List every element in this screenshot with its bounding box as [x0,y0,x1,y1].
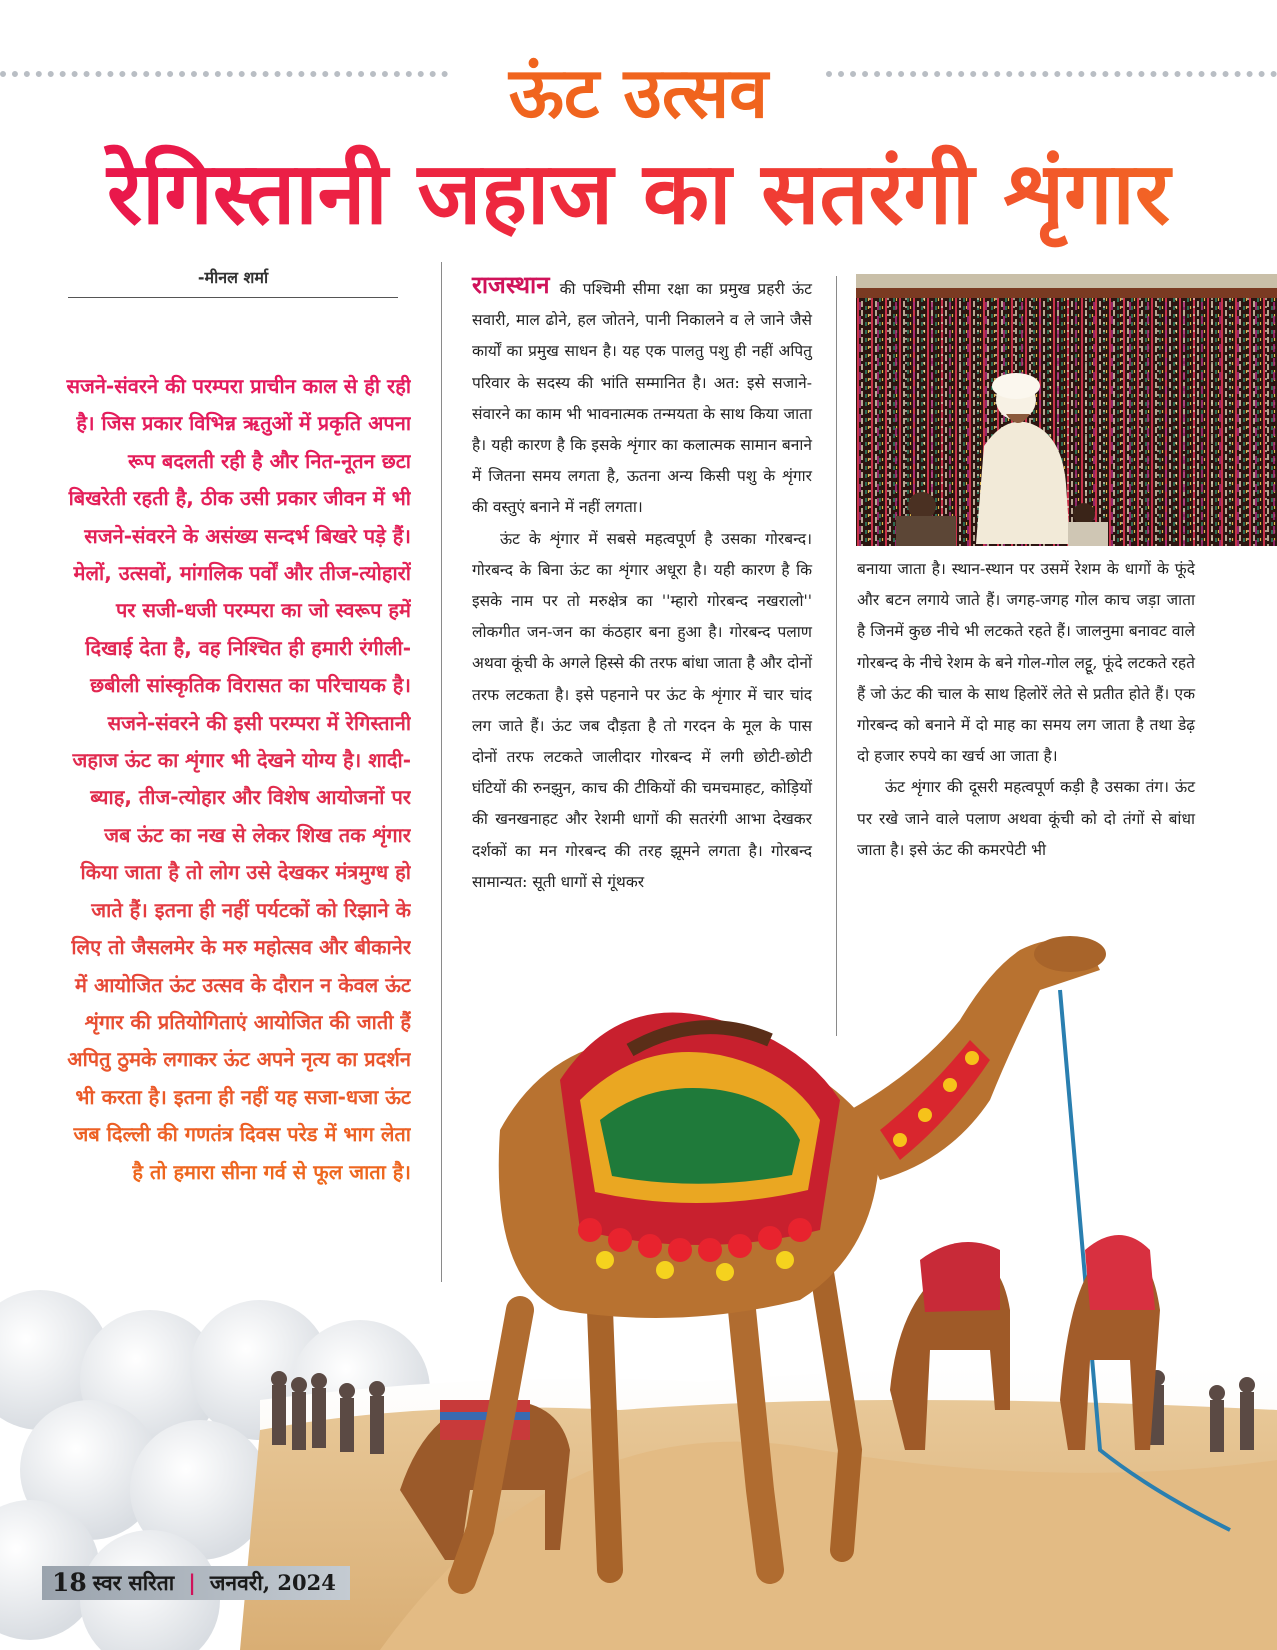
article-paragraph: बनाया जाता है। स्थान-स्थान पर उसमें रेशम के धागों के फूंदे और बटन लगाये जाते हैं। जगह-जगह गोल काच जड़ा जाता है जिनमें कुछ नीचे भी लटकते रहते हैं। जालनुमा बनावट वाले गोरबन्द के नीचे रेशम के बने गोल-गोल लट्टू, फूंदे लटकते रहते हैं जो ऊंट की चाल के साथ हिलोरें लेते से प्रतीत होते हैं। एक गोरबन्द को बनाने में दो माह का समय लग जाता है तथा डेढ़ दो हजार रुपये का खर्च आ जाता है। [857,560,1195,766]
column-divider-right [836,276,837,1036]
page-number: 18 [52,1568,87,1597]
byline-rule [68,297,398,298]
lead-word: राजस्थान [472,271,550,299]
article-column-middle [472,271,812,898]
byline: -मीनल शर्मा [197,268,269,287]
ornament-stall-illustration [856,274,1277,546]
headline: रेगिस्तानी जहाज का सतरंगी शृंगार [0,138,1277,250]
folio-bar [42,1566,350,1600]
magazine-name: स्वर सरिता [92,1570,175,1595]
article-paragraph: ऊंट के शृंगार में सबसे महत्वपूर्ण है उसका गोरबन्द। गोरबन्द के बिना ऊंट का शृंगार अधूरा है। यही कारण है कि इसके नाम पर तो मरुक्षेत्र का ''म्हारो गोरबन्द नखरालो'' लोकगीत जन-जन का कंठहार बना हुआ है। गोरबन्द पलाण अथवा कूंची के अगले हिस्से की तरफ बांधा जाता है और दोनों तरफ लटकता है। इसे पहनाने पर ऊंट के शृंगार में चार चांद लग जाते हैं। ऊंट जब दौड़ता है तो गरदन के मूल के पास दोनों तरफ लटकते जालीदार गोरबन्द में लगी छोटी-छोटी घंटियों की रुनझुन, काच की टीकियों की चमचमाहट, कोड़ियों की खनखनाहट और रेशमी धागों की सतरंगी आभा देखकर दर्शकों का मन गोरबन्द की तरह झूमने लगता है। गोरबन्द सामान्यत: सूती धागों से गूंथकर [472,529,812,891]
intro-paragraph: सजने-संवरने की परम्परा प्राचीन काल से ही रही है। जिस प्रकार विभिन्न ऋतुओं में प्रकृति अपना रूप बदलती रही है और नित-नूतन छटा बिखरेती रहती है, ठीक उसी प्रकार जीवन में भी सजने-संवरने के असंख्य सन्दर्भ बिखरे पड़े हैं। मेलों, उत्सवों, मांगलिक पर्वों और तीज-त्योहारों पर सजी-धजी परम्परा का जो स्वरूप हमें दिखाई देता है, वह निश्चित ही हमारी रंगीली-छबीली सांस्कृतिक विरासत का परिचायक है। सजने-संवरने की इसी परम्परा में रेगिस्तानी जहाज ऊंट का शृंगार भी देखने योग्य है। शादी-ब्याह, तीज-त्योहार और विशेष आयोजनों पर जब ऊंट का नख से लेकर शिख तक शृंगार किया जाता है तो लोग उसे देखकर मंत्रमुग्ध हो जाते हैं। इतना ही नहीं पर्यटकों को रिझाने के लिए तो जैसलमेर के मरु महोत्सव और बीकानेर में आयोजित ऊंट उत्सव के दौरान न केवल ऊंट शृंगार की प्रतियोगिताएं आयोजित की जाती हैं अपितु ठुमके लगाकर ऊंट अपने नृत्य का प्रदर्शन भी करता है। इतना ही नहीं यह सजा-धजा ऊंट जब दिल्ली की गणतंत्र दिवस परेड में भाग लेता है तो हमारा सीना गर्व से फूल जाता है। [66,368,411,1191]
article-paragraph: ऊंट शृंगार की दूसरी महत्वपूर्ण कड़ी है उसका तंग। ऊंट पर रखे जाने वाले पलाण अथवा कूंची को दो तंगों से बांधा जाता है। इसे ऊंट की कमरपेटी भी [857,778,1195,859]
decorated-camels-photo [0,930,1277,1650]
ornament-stall-photo [856,274,1277,546]
article-column-right [857,554,1195,866]
kicker-title: ऊंट उत्सव [508,52,769,134]
folio-separator: | [188,1570,196,1595]
article-paragraph: राजस्थान की पश्चिमी सीमा रक्षा का प्रमुख प्रहरी ऊंट सवारी, माल ढोने, हल जोतने, पानी निकालने व ले जाने जैसे कार्यों का प्रमुख साधन है। यह एक पालतु पशु ही नहीं अपितु परिवार के सदस्य की भांति सम्मानित है। अत: इसे सजाने-संवारने का काम भी भावनात्मक तन्मयता के साथ किया जाता है। यही कारण है कि इसके शृंगार का कलात्मक सामान बनाने में जितना समय लगता है, ऊतना अन्य किसी पशु के शृंगार की वस्तुएं बनाने में नहीं लगता। [472,274,812,524]
camel-fair-illustration [0,930,1277,1650]
issue-date: जनवरी, 2024 [209,1570,336,1595]
